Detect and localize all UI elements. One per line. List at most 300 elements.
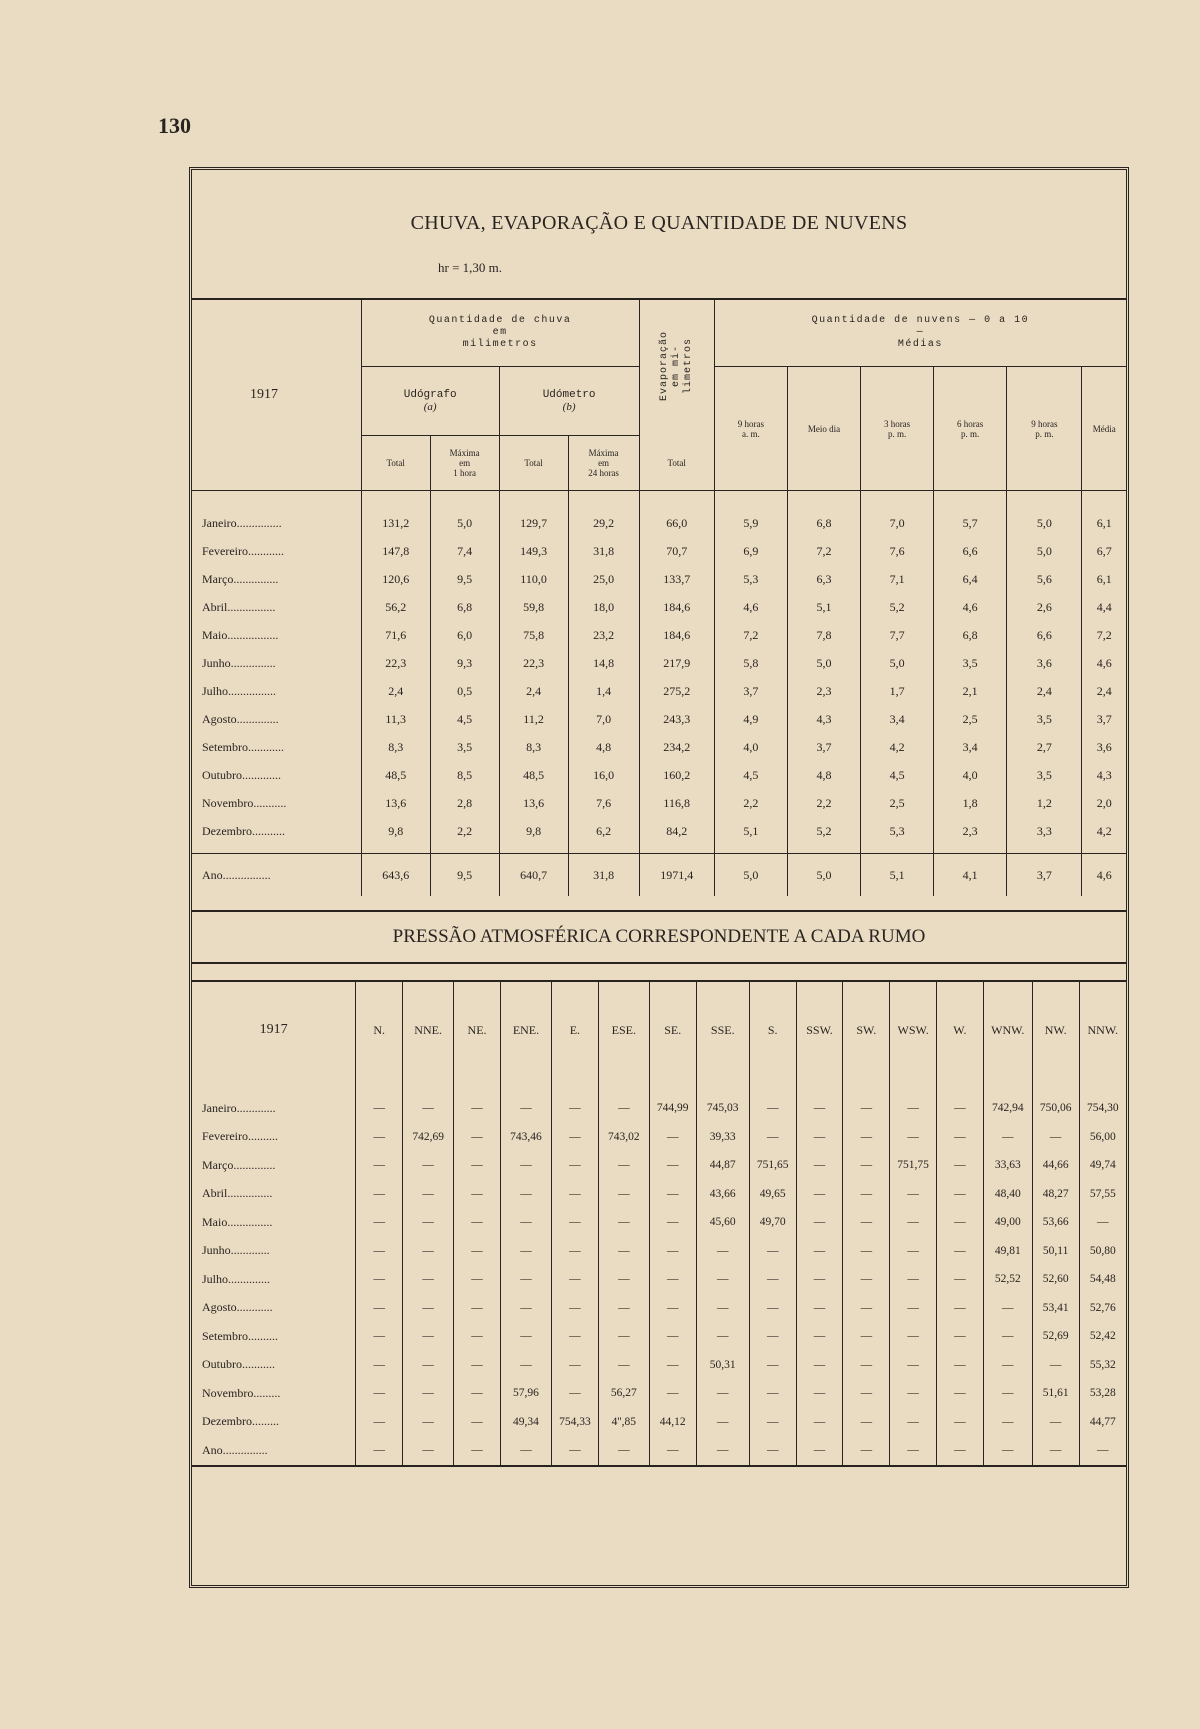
table-cell: 56,27 — [598, 1379, 649, 1408]
table-cell: 50,11 — [1032, 1237, 1079, 1266]
table-cell: 7,6 — [861, 537, 934, 565]
table-cell: 742,94 — [983, 1078, 1032, 1123]
table-cell: 6,2 — [568, 817, 639, 845]
table-cell: — — [454, 1123, 501, 1152]
table-cell: 3,3 — [1007, 817, 1082, 845]
table-cell: — — [1032, 1351, 1079, 1380]
section1-header — [192, 170, 1126, 300]
table-cell: 4,0 — [934, 761, 1007, 789]
table-cell: — — [890, 1180, 937, 1209]
month-label: Dezembro......... — [202, 1414, 279, 1429]
direction-header: NNW. — [1079, 981, 1126, 1078]
direction-header: SE. — [649, 981, 696, 1078]
table-cell: 70,7 — [639, 537, 714, 565]
table-cell: 129,7 — [499, 509, 568, 537]
table-cell: — — [552, 1294, 599, 1323]
table-cell: 743,46 — [500, 1123, 551, 1152]
table-cell: 6,8 — [934, 621, 1007, 649]
direction-header: ESE. — [598, 981, 649, 1078]
table-cell: — — [937, 1151, 984, 1180]
table-cell: 4,9 — [714, 705, 787, 733]
table-cell: 751,75 — [890, 1151, 937, 1180]
table-cell: 2,4 — [1082, 677, 1126, 705]
table-cell: 25,0 — [568, 565, 639, 593]
table-cell: — — [890, 1408, 937, 1437]
table-row — [192, 1180, 1126, 1209]
table-cell: 7,7 — [861, 621, 934, 649]
month-label: Maio............... — [202, 1214, 273, 1229]
table-cell: — — [403, 1208, 454, 1237]
table-cell: — — [403, 1078, 454, 1123]
table-cell: 11,2 — [499, 705, 568, 733]
month-label: Agosto.............. — [202, 711, 279, 726]
table-cell: — — [356, 1180, 403, 1209]
table-cell: — — [454, 1379, 501, 1408]
table-cell: 44,12 — [649, 1408, 696, 1437]
table-cell: — — [403, 1265, 454, 1294]
table-cell: 56,2 — [361, 593, 430, 621]
table-cell: 2,8 — [430, 789, 499, 817]
table-cell: 9,5 — [430, 854, 499, 897]
table-row — [192, 1322, 1126, 1351]
table-cell: — — [454, 1237, 501, 1266]
table-cell: 131,2 — [361, 509, 430, 537]
table-cell: 3,5 — [430, 733, 499, 761]
table-cell: — — [937, 1078, 984, 1123]
row-gap — [192, 845, 1126, 854]
table-cell: 3,5 — [934, 649, 1007, 677]
table-cell: 643,6 — [361, 854, 430, 897]
table-cell: — — [598, 1151, 649, 1180]
table-cell: 5,0 — [787, 649, 860, 677]
table-cell: — — [649, 1208, 696, 1237]
table-row — [192, 1294, 1126, 1323]
table-cell: 6,0 — [430, 621, 499, 649]
table-cell: 2,1 — [934, 677, 1007, 705]
table-cell: — — [500, 1078, 551, 1123]
table-cell: — — [649, 1379, 696, 1408]
table-cell: — — [843, 1151, 890, 1180]
table-cell: 2,3 — [934, 817, 1007, 845]
table-cell: 51,61 — [1032, 1379, 1079, 1408]
table-cell: 4,2 — [1082, 817, 1126, 845]
table-cell: — — [454, 1078, 501, 1123]
table-cell: — — [500, 1208, 551, 1237]
table-cell: 110,0 — [499, 565, 568, 593]
table-cell: 44,77 — [1079, 1408, 1126, 1437]
udografo-header: Udógrafo (a) — [361, 367, 499, 436]
table-cell: 751,65 — [749, 1151, 796, 1180]
table-cell: — — [937, 1265, 984, 1294]
table-cell: 49,65 — [749, 1180, 796, 1209]
table-cell: 743,02 — [598, 1123, 649, 1152]
table-cell: 5,0 — [714, 854, 787, 897]
table-row — [192, 1265, 1126, 1294]
table-cell: 6,3 — [787, 565, 860, 593]
table-cell: — — [552, 1123, 599, 1152]
table-cell: — — [552, 1151, 599, 1180]
table-cell: — — [552, 1078, 599, 1123]
table-cell: 53,41 — [1032, 1294, 1079, 1323]
table-cell: — — [552, 1208, 599, 1237]
table-cell: 754,30 — [1079, 1078, 1126, 1123]
table-cell: — — [796, 1078, 843, 1123]
table-cell: — — [500, 1151, 551, 1180]
table-row — [192, 1151, 1126, 1180]
table-cell: 275,2 — [639, 677, 714, 705]
page-number: 130 — [158, 113, 191, 138]
table-cell: 11,3 — [361, 705, 430, 733]
table-cell: — — [983, 1322, 1032, 1351]
table-cell: 49,74 — [1079, 1151, 1126, 1180]
table-cell: 3,4 — [861, 705, 934, 733]
table-cell: 49,81 — [983, 1237, 1032, 1266]
table-cell: — — [890, 1351, 937, 1380]
table-cell: — — [552, 1379, 599, 1408]
table-cell: 7,8 — [787, 621, 860, 649]
month-label: Junho............. — [202, 1243, 270, 1258]
table-cell: 52,52 — [983, 1265, 1032, 1294]
table-cell: 50,31 — [696, 1351, 749, 1380]
table-row — [192, 789, 1126, 817]
table-cell: — — [552, 1322, 599, 1351]
udografo-max-header: Máxima em 1 hora — [430, 436, 499, 491]
table-cell: 16,0 — [568, 761, 639, 789]
month-label: Outubro........... — [202, 1357, 275, 1372]
month-label: Março.............. — [202, 1157, 276, 1172]
table-cell: — — [843, 1123, 890, 1152]
table-cell: 9,8 — [361, 817, 430, 845]
table-cell: 4,6 — [714, 593, 787, 621]
table-cell: — — [356, 1208, 403, 1237]
direction-header: SW. — [843, 981, 890, 1078]
table-cell: 5,1 — [714, 817, 787, 845]
table-cell: 754,33 — [552, 1408, 599, 1437]
table-cell: 4,6 — [934, 593, 1007, 621]
table-cell: 5,0 — [1007, 509, 1082, 537]
table-cell: — — [598, 1078, 649, 1123]
table-cell: — — [749, 1294, 796, 1323]
table-cell: — — [937, 1180, 984, 1209]
month-label: Setembro.......... — [202, 1328, 278, 1343]
table-row — [192, 1436, 1126, 1466]
table-cell: — — [598, 1180, 649, 1209]
month-label: Fevereiro............ — [202, 543, 284, 558]
table-cell: — — [983, 1379, 1032, 1408]
table-cell: 5,0 — [861, 649, 934, 677]
table-cell: — — [983, 1123, 1032, 1152]
table-cell: — — [403, 1237, 454, 1266]
table-cell: — — [403, 1408, 454, 1437]
month-label: Março............... — [202, 571, 279, 586]
table-cell: 6,6 — [934, 537, 1007, 565]
table-cell: — — [796, 1151, 843, 1180]
section1-title: CHUVA, EVAPORAÇÃO E QUANTIDADE DE NUVENS — [410, 212, 908, 234]
table-cell: 3,7 — [714, 677, 787, 705]
month-label: Novembro........... — [202, 795, 287, 810]
table-cell: 48,27 — [1032, 1180, 1079, 1209]
table-cell: 4,1 — [934, 854, 1007, 897]
table-cell: 14,8 — [568, 649, 639, 677]
table-cell: 7,4 — [430, 537, 499, 565]
table-cell: 13,6 — [361, 789, 430, 817]
table-cell: — — [356, 1322, 403, 1351]
table-cell: — — [454, 1408, 501, 1437]
table-cell: — — [796, 1180, 843, 1209]
table-cell: — — [696, 1265, 749, 1294]
table-cell: 640,7 — [499, 854, 568, 897]
section1-subtitle: hr = 1,30 m. — [438, 260, 503, 275]
table-cell: — — [454, 1208, 501, 1237]
hour-header-mean: Média — [1082, 367, 1126, 491]
table-cell: — — [598, 1351, 649, 1380]
table-cell: 243,3 — [639, 705, 714, 733]
table-cell: — — [696, 1379, 749, 1408]
table-cell: 5,0 — [430, 509, 499, 537]
table-cell: 2,3 — [787, 677, 860, 705]
table-cell: 52,76 — [1079, 1294, 1126, 1323]
table-cell: 120,6 — [361, 565, 430, 593]
table-cell: — — [890, 1078, 937, 1123]
table-cell: — — [843, 1180, 890, 1209]
month-label: Fevereiro.......... — [202, 1129, 278, 1144]
table-cell: — — [552, 1265, 599, 1294]
table-cell: 2,4 — [1007, 677, 1082, 705]
table-cell: 71,6 — [361, 621, 430, 649]
pressure-table — [192, 980, 1126, 1467]
table-cell: — — [796, 1322, 843, 1351]
month-label: Ano............... — [202, 1442, 268, 1457]
table-cell: 9,5 — [430, 565, 499, 593]
table-cell: 4,5 — [714, 761, 787, 789]
table-cell: — — [696, 1408, 749, 1437]
hour-header-6pm: 6 horas p. m. — [934, 367, 1007, 491]
table-cell: — — [552, 1351, 599, 1380]
table-cell: — — [454, 1436, 501, 1466]
total-row — [192, 854, 1126, 897]
direction-header: NE. — [454, 981, 501, 1078]
table-cell: — — [843, 1379, 890, 1408]
table-cell: — — [749, 1237, 796, 1266]
table-row — [192, 509, 1126, 537]
table-cell: 4,8 — [787, 761, 860, 789]
table-cell: 2,4 — [499, 677, 568, 705]
direction-header: ENE. — [500, 981, 551, 1078]
table-cell: 5,1 — [787, 593, 860, 621]
table-row — [192, 733, 1126, 761]
table-cell: — — [796, 1237, 843, 1266]
table-cell: 5,2 — [861, 593, 934, 621]
table-cell: — — [552, 1436, 599, 1466]
table-cell: 4,2 — [861, 733, 934, 761]
table-cell: — — [1032, 1123, 1079, 1152]
rain-group-header: Quantidade de chuva em milimetros — [361, 300, 639, 367]
table-cell: — — [890, 1265, 937, 1294]
table-row — [192, 1237, 1126, 1266]
table-cell: — — [552, 1180, 599, 1209]
direction-header: NW. — [1032, 981, 1079, 1078]
table-cell: 23,2 — [568, 621, 639, 649]
table-cell: 4,6 — [1082, 854, 1126, 897]
table-cell: — — [454, 1351, 501, 1380]
table-cell: — — [749, 1265, 796, 1294]
table-cell: — — [649, 1151, 696, 1180]
direction-header: N. — [356, 981, 403, 1078]
table-cell: 2,0 — [1082, 789, 1126, 817]
direction-header: WSW. — [890, 981, 937, 1078]
table-cell: 6,7 — [1082, 537, 1126, 565]
table-cell: — — [843, 1436, 890, 1466]
table-cell: 4,4 — [1082, 593, 1126, 621]
table-cell: 2,2 — [430, 817, 499, 845]
month-label: Maio................. — [202, 627, 279, 642]
table-cell: 5,8 — [714, 649, 787, 677]
table-cell: 160,2 — [639, 761, 714, 789]
table-cell: — — [356, 1436, 403, 1466]
table-cell: — — [403, 1151, 454, 1180]
month-label: Novembro......... — [202, 1385, 281, 1400]
table-cell: 7,2 — [1082, 621, 1126, 649]
table-cell: — — [649, 1237, 696, 1266]
table-cell: 4,5 — [861, 761, 934, 789]
table-cell: 49,70 — [749, 1208, 796, 1237]
table-cell: — — [983, 1408, 1032, 1437]
table-cell: — — [843, 1237, 890, 1266]
month-label: Agosto............ — [202, 1300, 273, 1315]
table-cell: 53,28 — [1079, 1379, 1126, 1408]
table-cell: — — [1032, 1408, 1079, 1437]
table-row — [192, 537, 1126, 565]
table-cell: 7,6 — [568, 789, 639, 817]
udometro-header: Udómetro (b) — [499, 367, 639, 436]
direction-header: NNE. — [403, 981, 454, 1078]
table-cell: — — [454, 1294, 501, 1323]
table-cell: — — [890, 1322, 937, 1351]
table-cell: 745,03 — [696, 1078, 749, 1123]
table-cell: — — [500, 1180, 551, 1209]
section2-year: 1917 — [259, 1022, 288, 1037]
table-cell: 45,60 — [696, 1208, 749, 1237]
table-cell: 44,87 — [696, 1151, 749, 1180]
table-cell: — — [403, 1180, 454, 1209]
table-cell: 53,66 — [1032, 1208, 1079, 1237]
table-cell: — — [1032, 1436, 1079, 1466]
table-cell: — — [937, 1408, 984, 1437]
table-cell: — — [696, 1436, 749, 1466]
table-cell: — — [890, 1294, 937, 1323]
table-cell: 744,99 — [649, 1078, 696, 1123]
table-cell: 8,5 — [430, 761, 499, 789]
table-cell: — — [552, 1237, 599, 1266]
table-cell: 3,6 — [1007, 649, 1082, 677]
month-label: Julho.............. — [202, 1271, 271, 1286]
table-cell: 7,2 — [787, 537, 860, 565]
table-cell: 39,33 — [696, 1123, 749, 1152]
clouds-group-header: Quantidade de nuvens — 0 a 10 — Médias — [714, 300, 1126, 367]
table-cell: — — [937, 1123, 984, 1152]
table-cell: — — [454, 1265, 501, 1294]
table-row — [192, 705, 1126, 733]
table-cell: — — [937, 1208, 984, 1237]
table-cell: — — [403, 1294, 454, 1323]
table-cell: 9,3 — [430, 649, 499, 677]
table-cell: — — [598, 1237, 649, 1266]
table-cell: 31,8 — [568, 537, 639, 565]
table-cell: 29,2 — [568, 509, 639, 537]
table-cell: — — [843, 1322, 890, 1351]
table-cell: 2,7 — [1007, 733, 1082, 761]
table-cell: — — [356, 1265, 403, 1294]
table-cell: 44,66 — [1032, 1151, 1079, 1180]
table-cell: 1,7 — [861, 677, 934, 705]
table-cell: — — [749, 1408, 796, 1437]
table-row — [192, 817, 1126, 845]
table-cell: 1,8 — [934, 789, 1007, 817]
table-cell: 13,6 — [499, 789, 568, 817]
hour-header-3pm: 3 horas p. m. — [861, 367, 934, 491]
table-cell: — — [356, 1078, 403, 1123]
month-label: Janeiro............... — [202, 515, 282, 530]
section2-title: PRESSÃO ATMOSFÉRICA CORRESPONDENTE A CADA RUMO — [192, 910, 1126, 964]
table-cell: 2,4 — [361, 677, 430, 705]
table-cell: — — [356, 1408, 403, 1437]
table-cell: 6,1 — [1082, 565, 1126, 593]
table-cell: — — [796, 1379, 843, 1408]
table-cell: 54,48 — [1079, 1265, 1126, 1294]
table-row — [192, 593, 1126, 621]
direction-header: WNW. — [983, 981, 1032, 1078]
table-cell: 6,1 — [1082, 509, 1126, 537]
table-cell: 4'',85 — [598, 1408, 649, 1437]
table-cell: 3,4 — [934, 733, 1007, 761]
table-cell: — — [649, 1351, 696, 1380]
table-cell: — — [890, 1208, 937, 1237]
table-row — [192, 1078, 1126, 1123]
table-cell: 742,69 — [403, 1123, 454, 1152]
table-cell: — — [983, 1351, 1032, 1380]
table-cell: — — [937, 1294, 984, 1323]
table-cell: — — [843, 1351, 890, 1380]
month-label: Ano................ — [192, 854, 361, 897]
table-cell: 33,63 — [983, 1151, 1032, 1180]
table-cell: — — [696, 1237, 749, 1266]
table-cell: — — [356, 1123, 403, 1152]
table-cell: — — [454, 1322, 501, 1351]
table-cell: 49,34 — [500, 1408, 551, 1437]
table-cell: 3,7 — [1007, 854, 1082, 897]
udometro-max-header: Máxima em 24 horas — [568, 436, 639, 491]
table-cell: 217,9 — [639, 649, 714, 677]
table-cell: — — [796, 1123, 843, 1152]
table-cell: — — [749, 1078, 796, 1123]
table-cell: 75,8 — [499, 621, 568, 649]
table-cell: 4,3 — [1082, 761, 1126, 789]
table-cell: 52,42 — [1079, 1322, 1126, 1351]
table-cell: — — [403, 1351, 454, 1380]
table-row — [192, 621, 1126, 649]
table-cell: — — [983, 1436, 1032, 1466]
table-cell: 147,8 — [361, 537, 430, 565]
section1-year: 1917 — [250, 387, 278, 402]
table-cell: — — [696, 1294, 749, 1323]
evaporation-total-header: Total — [639, 436, 714, 491]
table-cell: 4,0 — [714, 733, 787, 761]
table-cell: 7,2 — [714, 621, 787, 649]
table-cell: 7,1 — [861, 565, 934, 593]
table-cell: 5,9 — [714, 509, 787, 537]
table-cell: — — [1079, 1208, 1126, 1237]
table-cell: 8,3 — [361, 733, 430, 761]
